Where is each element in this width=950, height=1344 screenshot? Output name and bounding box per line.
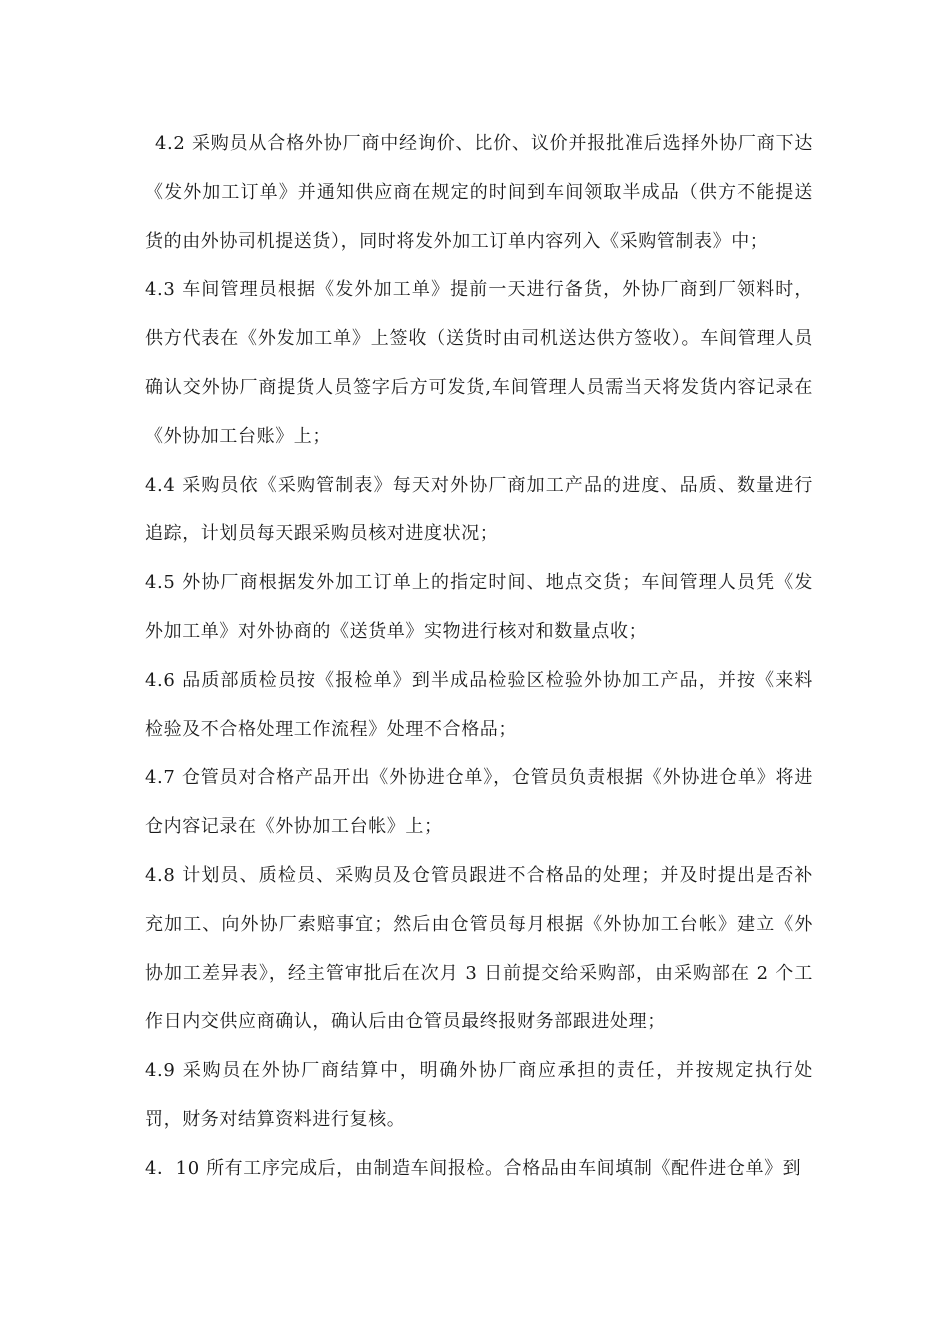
paragraph-4-10: 4．10 所有工序完成后，由制造车间报检。合格品由车间填制《配件进仓单》到 (145, 1157, 802, 1179)
paragraph-4-5: 4.5 外协厂商根据发外加工订单上的指定时间、地点交货；车间管理人员凭《发外加工单》对外协商的《送货单》实物进行核对和数量点收； (145, 572, 813, 642)
paragraph-4-6: 4.6 品质部质检员按《报检单》到半成品检验区检验外协加工产品，并按《来料检验及不合格处理工作流程》处理不合格品； (145, 669, 813, 740)
document-body (145, 120, 813, 1194)
paragraph-4-7: 4.7 仓管员对合格产品开出《外协进仓单》，仓管员负责根据《外协进仓单》将进仓内容记录在《外协加工台帐》上； (145, 767, 813, 838)
paragraph-4-2: 4.2 采购员从合格外协厂商中经询价、比价、议价并报批准后选择外协厂商下达《发外加工订单》并通知供应商在规定的时间到车间领取半成品（供方不能提送货的由外协司机提送货），同时将发外加工订单内容列入《采购管制表》中； (145, 133, 813, 252)
paragraph-4-3: 4.3 车间管理员根据《发外加工单》提前一天进行备货，外协厂商到厂领料时，供方代表在《外发加工单》上签收（送货时由司机送达供方签收）。车间管理人员确认交外协厂商提货人员签字后方可发货,车间管理人员需当天将发货内容记录在《外协加工台账》上； (145, 279, 813, 447)
paragraph-4-8: 4.8 计划员、质检员、采购员及仓管员跟进不合格品的处理；并及时提出是否补充加工、向外协厂索赔事宜；然后由仓管员每月根据《外协加工台帐》建立《外协加工差异表》，经主管审批后在次月 3 日前提交给采购部，由采购部在 2 个工作日内交供应商确认，确认后由仓管员最终报财务部跟进处理； (145, 864, 813, 1033)
paragraph-4-9: 4.9 采购员在外协厂商结算中，明确外协厂商应承担的责任，并按规定执行处罚，财务对结算资料进行复核。 (145, 1060, 813, 1130)
paragraph-4-4: 4.4 采购员依《采购管制表》每天对外协厂商加工产品的进度、品质、数量进行追踪，计划员每天跟采购员核对进度状况； (145, 474, 813, 545)
